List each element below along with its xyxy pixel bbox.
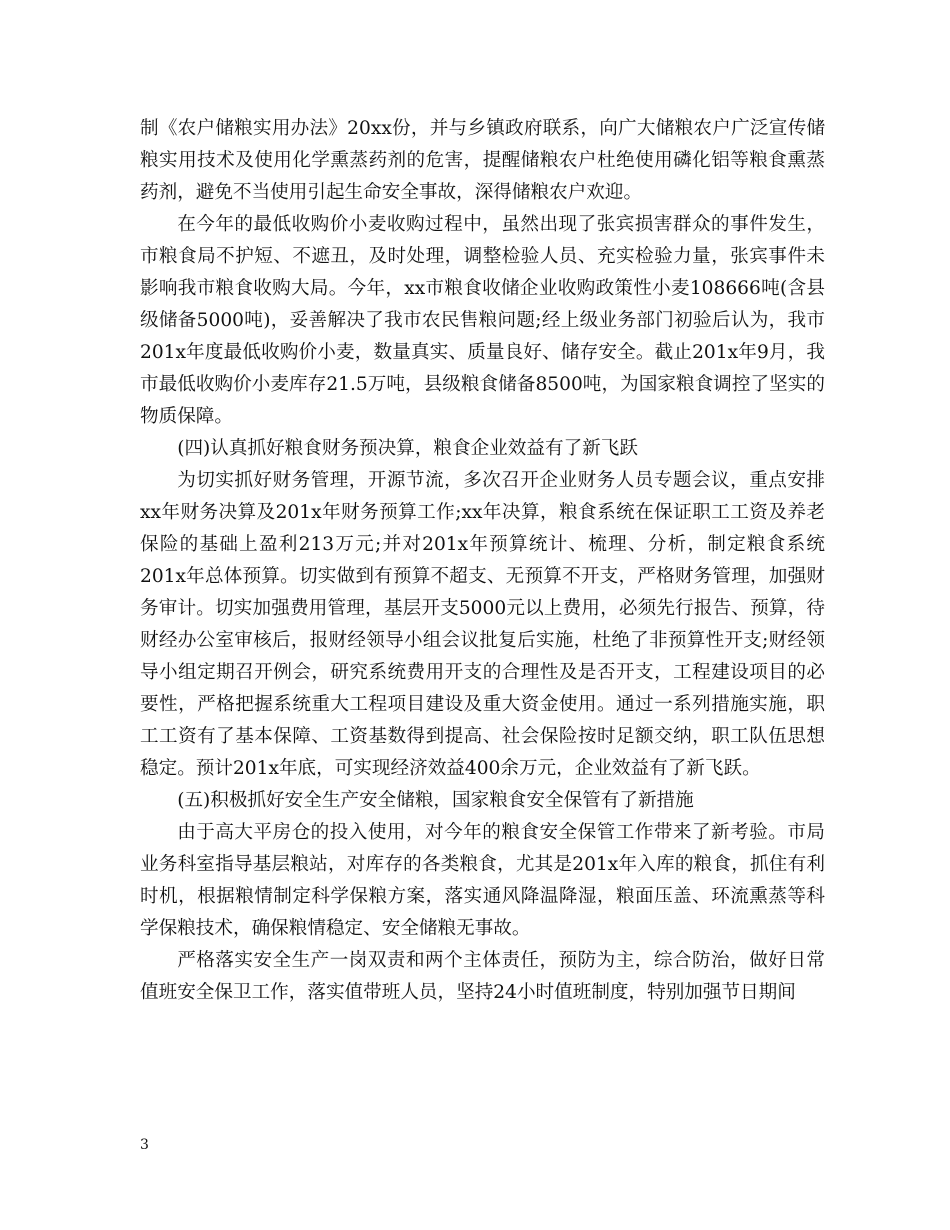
page-number: 3 <box>140 1137 149 1153</box>
section-heading-safety: (五)积极抓好安全生产安全储粮，国家粮食安全保管有了新措施 <box>177 790 694 811</box>
paragraph-wheat-purchase: 在今年的最低收购价小麦收购过程中，虽然出现了张宾损害群众的事件发生，市粮食局不护短、不遮丑，及时处理，调整检验人员、充实检验力量，张宾事件未影响我市粮食收购大局。今年，xx市粮食收储企业收购政策性小麦108666吨(含县级储备5000吨)，妥善解决了我市农民售粮问题;经上级业务部门初验后认为，我市201x年度最低收购价小麦，数量真实、质量良好、储存安全。截止201x年9月，我市最低收购价小麦库存21.5万吨，县级粮食储备8500吨，为国家粮食调控了坚实的物质保障。 <box>140 214 825 427</box>
paragraph-continuation: 制《农户储粮实用办法》20xx份，并与乡镇政府联系，向广大储粮农户广泛宣传储粮实用技术及使用化学熏蒸药剂的危害，提醒储粮农户杜绝使用磷化铝等粮食熏蒸药剂，避免不当使用引起生命安全事故，深得储粮农户欢迎。 <box>140 118 825 203</box>
document-body <box>140 113 825 1009</box>
paragraph-grain-storage: 由于高大平房仓的投入使用，对今年的粮食安全保管工作带来了新考验。市局业务科室指导基层粮站，对库存的各类粮食，尤其是201x年入库的粮食，抓住有利时机，根据粮情制定科学保粮方案，落实通风降温降湿，粮面压盖、环流熏蒸等科学保粮技术，确保粮情稳定、安全储粮无事故。 <box>140 822 825 939</box>
section-heading-finance: (四)认真抓好粮食财务预决算，粮食企业效益有了新飞跃 <box>177 438 638 459</box>
paragraph-safety-duty: 严格落实安全生产一岗双责和两个主体责任，预防为主，综合防治，做好日常值班安全保卫工作，落实值带班人员，坚持24小时值班制度，特别加强节日期间 <box>140 950 825 1003</box>
paragraph-finance-management: 为切实抓好财务管理，开源节流，多次召开企业财务人员专题会议，重点安排xx年财务决算及201x年财务预算工作;xx年决算，粮食系统在保证职工工资及养老保险的基础上盈利213万元;并对201x年预算统计、梳理、分析，制定粮食系统201x年总体预算。切实做到有预算不超支、无预算不开支，严格财务管理，加强财务审计。切实加强费用管理，基层开支5000元以上费用，必须先行报告、预算，待财经办公室审核后，报财经领导小组会议批复后实施，杜绝了非预算性开支;财经领导小组定期召开例会，研究系统费用开支的合理性及是否开支，工程建设项目的必要性，严格把握系统重大工程项目建设及重大资金使用。通过一系列措施实施，职工工资有了基本保障、工资基数得到提高、社会保险按时足额交纳，职工队伍思想稳定。预计201x年底，可实现经济效益400余万元，企业效益有了新飞跃。 <box>140 470 825 779</box>
